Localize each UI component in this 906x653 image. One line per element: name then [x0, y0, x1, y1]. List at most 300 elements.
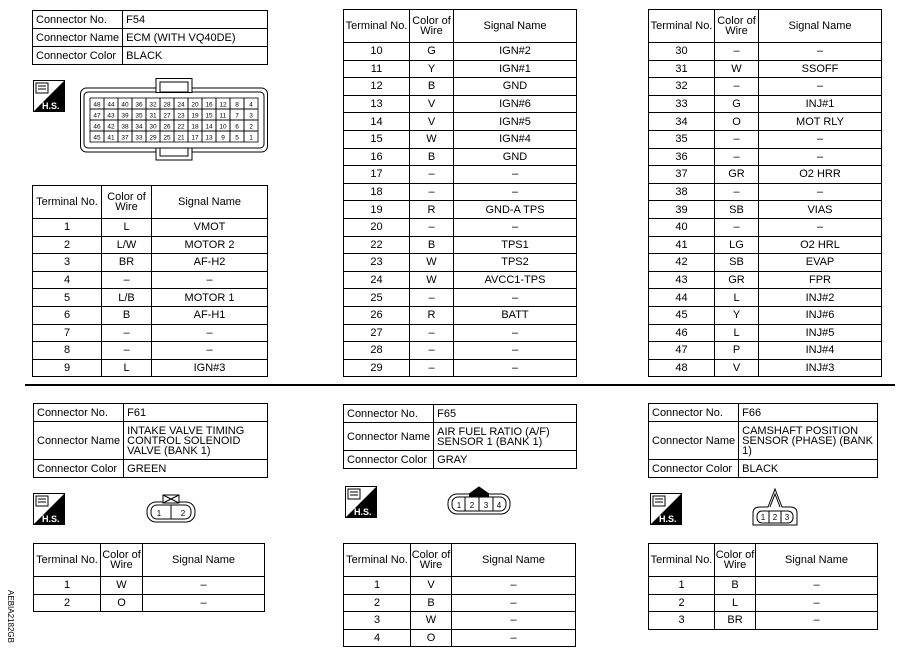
table-row [344, 95, 577, 113]
terminal-no-cell: 32 [649, 78, 715, 96]
table-row [344, 236, 577, 254]
terminal-no-header: Terminal No. [34, 544, 101, 577]
signal-name-cell: IGN#6 [454, 95, 577, 113]
signal-name-cell: INJ#3 [759, 359, 882, 377]
signal-name-cell: AF-H2 [152, 254, 268, 272]
table-row [649, 577, 878, 595]
terminal-no-cell: 34 [649, 113, 715, 131]
signal-name-cell: INJ#2 [759, 289, 882, 307]
terminal-no-cell: 22 [344, 236, 410, 254]
signal-name-cell: – [759, 78, 882, 96]
wire-color-cell: W [101, 577, 143, 595]
signal-name-cell: – [759, 43, 882, 61]
color-of-wire-header: Color of Wire [411, 544, 452, 577]
wire-color-cell: L [715, 594, 756, 612]
pin-number: 19 [191, 112, 199, 120]
wire-color-cell: L [102, 219, 152, 237]
terminal-no-cell: 7 [33, 324, 102, 342]
signal-name-cell: VMOT [152, 219, 268, 237]
table-row [344, 43, 577, 61]
wire-color-cell: – [102, 324, 152, 342]
connector-name-label: Connector Name [344, 423, 434, 451]
f66-connector-face [750, 487, 800, 527]
wire-color-cell: L [715, 324, 759, 342]
pin-number: 22 [177, 123, 185, 131]
signal-name-cell: – [756, 594, 878, 612]
signal-name-cell: EVAP [759, 254, 882, 272]
signal-name-cell: – [759, 183, 882, 201]
table-row [33, 254, 268, 272]
wire-color-cell: B [410, 236, 454, 254]
wire-color-cell: B [410, 148, 454, 166]
f66-connector-info [648, 403, 878, 478]
wire-color-cell: – [102, 342, 152, 360]
terminal-no-cell: 3 [344, 612, 411, 630]
color-of-wire-header: Color of Wire [102, 186, 152, 219]
terminal-no-cell: 1 [649, 577, 715, 595]
figure-code: AEBIA2182GB [5, 590, 15, 643]
wire-color-cell: – [715, 183, 759, 201]
pin-number: 29 [149, 134, 157, 142]
signal-name-cell: – [143, 577, 265, 595]
wire-color-cell: W [410, 271, 454, 289]
signal-name-cell: GND [454, 78, 577, 96]
hs-label: H.S. [354, 507, 372, 517]
table-row [344, 577, 576, 595]
terminal-no-cell: 1 [344, 577, 411, 595]
pin-number: 46 [93, 123, 101, 131]
pin-number: 3 [249, 112, 253, 120]
signal-name-cell: – [454, 324, 577, 342]
f65-connector-face [447, 486, 511, 516]
connector-color-value: GRAY [434, 451, 577, 469]
signal-name-header: Signal Name [152, 186, 268, 219]
table-row [649, 60, 882, 78]
pin-number: 11 [219, 112, 227, 120]
signal-name-cell: MOT RLY [759, 113, 882, 131]
connector-name-value: INTAKE VALVE TIMING CONTROL SOLENOID VALVE (BANK 1) [124, 422, 268, 460]
signal-name-cell: – [454, 218, 577, 236]
wire-color-cell: O [411, 629, 452, 647]
signal-name-cell: IGN#1 [454, 60, 577, 78]
connector-no-label: Connector No. [33, 11, 123, 29]
table-row [33, 219, 268, 237]
wire-color-cell: G [410, 43, 454, 61]
pin-number: 13 [205, 134, 213, 142]
pin-1: 1 [456, 501, 462, 510]
connector-no-value: F54 [123, 11, 268, 29]
pin-3: 3 [483, 501, 489, 510]
wire-color-cell: – [715, 218, 759, 236]
signal-name-cell: – [152, 342, 268, 360]
wire-color-cell: B [411, 594, 452, 612]
f54-terminal-table-1 [32, 185, 268, 377]
wire-color-cell: Y [715, 306, 759, 324]
table-row [649, 201, 882, 219]
table-row [344, 60, 577, 78]
terminal-no-cell: 33 [649, 95, 715, 113]
wire-color-cell: LG [715, 236, 759, 254]
f54-connector-face [80, 78, 268, 164]
connector-name-label: Connector Name [34, 422, 124, 460]
wire-color-cell: B [410, 78, 454, 96]
pin-number: 31 [149, 112, 157, 120]
terminal-no-cell: 12 [344, 78, 410, 96]
pin-number: 47 [93, 112, 101, 120]
pin-number: 12 [219, 101, 227, 109]
wire-color-cell: – [715, 130, 759, 148]
pin-number: 39 [121, 112, 129, 120]
table-row [344, 594, 576, 612]
table-row [33, 342, 268, 360]
pin-2: 2 [469, 501, 475, 510]
signal-name-cell: O2 HRR [759, 166, 882, 184]
wire-color-cell: G [715, 95, 759, 113]
terminal-no-cell: 18 [344, 183, 410, 201]
wire-color-cell: L/B [102, 289, 152, 307]
wire-color-cell: L [102, 359, 152, 377]
wire-color-cell: W [410, 254, 454, 272]
pin-number: 27 [163, 112, 171, 120]
signal-name-cell: AF-H1 [152, 306, 268, 324]
signal-name-cell: GND [454, 148, 577, 166]
table-row [649, 594, 878, 612]
signal-name-cell: INJ#6 [759, 306, 882, 324]
signal-name-cell: INJ#5 [759, 324, 882, 342]
terminal-no-cell: 8 [33, 342, 102, 360]
wire-color-cell: W [410, 130, 454, 148]
pin-number: 30 [149, 123, 157, 131]
table-row [649, 254, 882, 272]
signal-name-cell: SSOFF [759, 60, 882, 78]
wire-color-cell: B [102, 306, 152, 324]
connector-no-value: F65 [434, 405, 577, 423]
pin-number: 15 [205, 112, 213, 120]
f61-connector-face [146, 494, 196, 524]
terminal-no-cell: 9 [33, 359, 102, 377]
pin-number: 43 [107, 112, 115, 120]
pin-number: 44 [107, 101, 115, 109]
terminal-no-cell: 10 [344, 43, 410, 61]
table-row [344, 612, 576, 630]
signal-name-cell: – [452, 612, 576, 630]
table-row [649, 95, 882, 113]
connector-color-label: Connector Color [344, 451, 434, 469]
pin-number: 7 [235, 112, 239, 120]
pin-number: 17 [191, 134, 199, 142]
pin-number: 16 [205, 101, 213, 109]
connector-color-value: BLACK [123, 47, 268, 65]
wire-color-cell: L/W [102, 236, 152, 254]
table-row [649, 236, 882, 254]
terminal-no-cell: 2 [33, 236, 102, 254]
wire-color-cell: – [715, 148, 759, 166]
connector-name-value: ECM (WITH VQ40DE) [123, 29, 268, 47]
wire-color-cell: W [715, 60, 759, 78]
hs-harness-side-icon [650, 493, 682, 525]
terminal-no-cell: 23 [344, 254, 410, 272]
pin-number: 45 [93, 134, 101, 142]
terminal-no-cell: 26 [344, 306, 410, 324]
pin-number: 48 [93, 101, 101, 109]
signal-name-cell: – [454, 359, 577, 377]
terminal-no-header: Terminal No. [649, 544, 715, 577]
table-row [649, 324, 882, 342]
signal-name-cell: FPR [759, 271, 882, 289]
wire-color-cell: – [410, 342, 454, 360]
terminal-no-cell: 13 [344, 95, 410, 113]
signal-name-cell: MOTOR 2 [152, 236, 268, 254]
table-row [649, 612, 878, 630]
pin-1: 1 [156, 509, 162, 518]
terminal-no-cell: 38 [649, 183, 715, 201]
table-row [344, 629, 576, 647]
pin-1: 1 [760, 513, 766, 522]
table-row [33, 236, 268, 254]
table-row [649, 271, 882, 289]
wire-color-cell: BR [102, 254, 152, 272]
pin-number: 34 [135, 123, 143, 131]
pin-number: 28 [163, 101, 171, 109]
signal-name-cell: INJ#1 [759, 95, 882, 113]
connector-name-label: Connector Name [33, 29, 123, 47]
table-row [33, 271, 268, 289]
signal-name-cell: TPS1 [454, 236, 577, 254]
pin-number: 33 [135, 134, 143, 142]
pin-number: 9 [221, 134, 225, 142]
pin-number: 42 [107, 123, 115, 131]
table-row [344, 218, 577, 236]
table-row [344, 201, 577, 219]
terminal-no-cell: 25 [344, 289, 410, 307]
hs-label: H.S. [42, 514, 60, 524]
pin-number: 38 [121, 123, 129, 131]
pin-number: 32 [149, 101, 157, 109]
terminal-no-cell: 19 [344, 201, 410, 219]
terminal-no-cell: 42 [649, 254, 715, 272]
table-row [649, 218, 882, 236]
color-of-wire-header: Color of Wire [101, 544, 143, 577]
f54-connector-info [32, 10, 268, 65]
f65-terminal-table [343, 543, 576, 647]
pin-number: 37 [121, 134, 129, 142]
pin-number: 23 [177, 112, 185, 120]
table-row [649, 342, 882, 360]
pin-number: 8 [235, 101, 239, 109]
wire-color-cell: – [410, 166, 454, 184]
table-row [344, 289, 577, 307]
f65-connector-info [343, 404, 577, 469]
wire-color-cell: – [410, 289, 454, 307]
terminal-no-cell: 35 [649, 130, 715, 148]
table-row [33, 359, 268, 377]
signal-name-cell: IGN#5 [454, 113, 577, 131]
signal-name-cell: – [452, 577, 576, 595]
signal-name-cell: IGN#3 [152, 359, 268, 377]
pin-number: 18 [191, 123, 199, 131]
terminal-no-cell: 27 [344, 324, 410, 342]
terminal-no-cell: 20 [344, 218, 410, 236]
connector-name-value: AIR FUEL RATIO (A/F) SENSOR 1 (BANK 1) [434, 423, 577, 451]
wire-color-cell: SB [715, 254, 759, 272]
terminal-no-header: Terminal No. [649, 10, 715, 43]
terminal-no-header: Terminal No. [344, 544, 411, 577]
wire-color-cell: R [410, 201, 454, 219]
signal-name-cell: – [454, 342, 577, 360]
wire-color-cell: O [715, 113, 759, 131]
terminal-no-cell: 28 [344, 342, 410, 360]
connector-no-value: F66 [739, 404, 878, 422]
table-row [649, 113, 882, 131]
color-of-wire-header: Color of Wire [715, 10, 759, 43]
pin-number: 1 [249, 134, 253, 142]
table-row [649, 43, 882, 61]
terminal-no-cell: 39 [649, 201, 715, 219]
table-row [649, 78, 882, 96]
terminal-no-cell: 15 [344, 130, 410, 148]
pin-3: 3 [784, 513, 790, 522]
terminal-no-cell: 29 [344, 359, 410, 377]
terminal-no-cell: 6 [33, 306, 102, 324]
terminal-no-cell: 2 [34, 594, 101, 612]
table-row [344, 271, 577, 289]
terminal-no-cell: 44 [649, 289, 715, 307]
signal-name-cell: – [143, 594, 265, 612]
table-row [649, 306, 882, 324]
wire-color-cell: V [410, 113, 454, 131]
f61-connector-info [33, 403, 268, 478]
pin-number: 20 [191, 101, 199, 109]
terminal-no-cell: 45 [649, 306, 715, 324]
wire-color-cell: V [411, 577, 452, 595]
wire-color-cell: Y [410, 60, 454, 78]
terminal-no-cell: 43 [649, 271, 715, 289]
connector-color-label: Connector Color [33, 47, 123, 65]
hs-label: H.S. [42, 101, 60, 111]
table-row [33, 324, 268, 342]
terminal-no-cell: 16 [344, 148, 410, 166]
table-row [344, 148, 577, 166]
signal-name-cell: – [152, 271, 268, 289]
wire-color-cell: GR [715, 271, 759, 289]
signal-name-cell: – [759, 218, 882, 236]
section-divider [25, 384, 895, 386]
pin-number: 2 [249, 123, 253, 131]
table-row [344, 324, 577, 342]
pin-number: 40 [121, 101, 129, 109]
table-row [649, 289, 882, 307]
table-row [344, 342, 577, 360]
wire-color-cell: R [410, 306, 454, 324]
signal-name-cell: – [756, 612, 878, 630]
connector-name-label: Connector Name [649, 422, 739, 460]
signal-name-cell: GND-A TPS [454, 201, 577, 219]
signal-name-cell: – [759, 130, 882, 148]
pin-2: 2 [180, 509, 186, 518]
signal-name-header: Signal Name [759, 10, 882, 43]
terminal-no-cell: 24 [344, 271, 410, 289]
terminal-no-cell: 48 [649, 359, 715, 377]
wire-color-cell: V [410, 95, 454, 113]
signal-name-cell: INJ#4 [759, 342, 882, 360]
pin-number: 36 [135, 101, 143, 109]
terminal-no-cell: 31 [649, 60, 715, 78]
signal-name-cell: – [454, 289, 577, 307]
pin-number: 26 [163, 123, 171, 131]
f66-terminal-table [648, 543, 878, 630]
terminal-no-cell: 30 [649, 43, 715, 61]
terminal-no-header: Terminal No. [344, 10, 410, 43]
table-row [344, 113, 577, 131]
signal-name-cell: – [756, 577, 878, 595]
pin-number: 4 [249, 101, 253, 109]
wire-color-cell: B [715, 577, 756, 595]
signal-name-cell: – [452, 629, 576, 647]
pin-4: 4 [496, 501, 502, 510]
signal-name-cell: – [152, 324, 268, 342]
pin-2: 2 [772, 513, 778, 522]
hs-harness-side-icon [33, 80, 65, 112]
terminal-no-cell: 3 [33, 254, 102, 272]
signal-name-cell: AVCC1-TPS [454, 271, 577, 289]
wire-color-cell: W [411, 612, 452, 630]
table-row [649, 183, 882, 201]
terminal-no-cell: 4 [344, 629, 411, 647]
signal-name-cell: VIAS [759, 201, 882, 219]
connector-no-label: Connector No. [649, 404, 739, 422]
wire-color-cell: – [715, 43, 759, 61]
table-row [649, 166, 882, 184]
signal-name-header: Signal Name [143, 544, 265, 577]
signal-name-header: Signal Name [454, 10, 577, 43]
terminal-no-cell: 11 [344, 60, 410, 78]
signal-name-cell: – [454, 166, 577, 184]
f54-terminal-table-3 [648, 9, 882, 377]
table-row [344, 166, 577, 184]
table-row [649, 359, 882, 377]
wire-color-cell: P [715, 342, 759, 360]
terminal-no-cell: 14 [344, 113, 410, 131]
signal-name-cell: BATT [454, 306, 577, 324]
terminal-no-cell: 5 [33, 289, 102, 307]
table-row [344, 359, 577, 377]
wire-color-cell: GR [715, 166, 759, 184]
terminal-no-cell: 40 [649, 218, 715, 236]
f54-terminal-table-2 [343, 9, 577, 377]
terminal-no-cell: 1 [33, 219, 102, 237]
color-of-wire-header: Color of Wire [410, 10, 454, 43]
wire-color-cell: L [715, 289, 759, 307]
signal-name-cell: O2 HRL [759, 236, 882, 254]
table-row [344, 78, 577, 96]
signal-name-cell: – [452, 594, 576, 612]
signal-name-cell: MOTOR 1 [152, 289, 268, 307]
terminal-no-header: Terminal No. [33, 186, 102, 219]
wire-color-cell: SB [715, 201, 759, 219]
hs-harness-side-icon [345, 486, 377, 518]
terminal-no-cell: 37 [649, 166, 715, 184]
pin-number: 21 [177, 134, 185, 142]
table-row [649, 130, 882, 148]
wire-color-cell: O [101, 594, 143, 612]
connector-no-value: F61 [124, 404, 268, 422]
pin-number: 5 [235, 134, 239, 142]
signal-name-cell: IGN#4 [454, 130, 577, 148]
table-row [344, 306, 577, 324]
terminal-no-cell: 1 [34, 577, 101, 595]
pin-number: 41 [107, 134, 115, 142]
table-row [649, 148, 882, 166]
